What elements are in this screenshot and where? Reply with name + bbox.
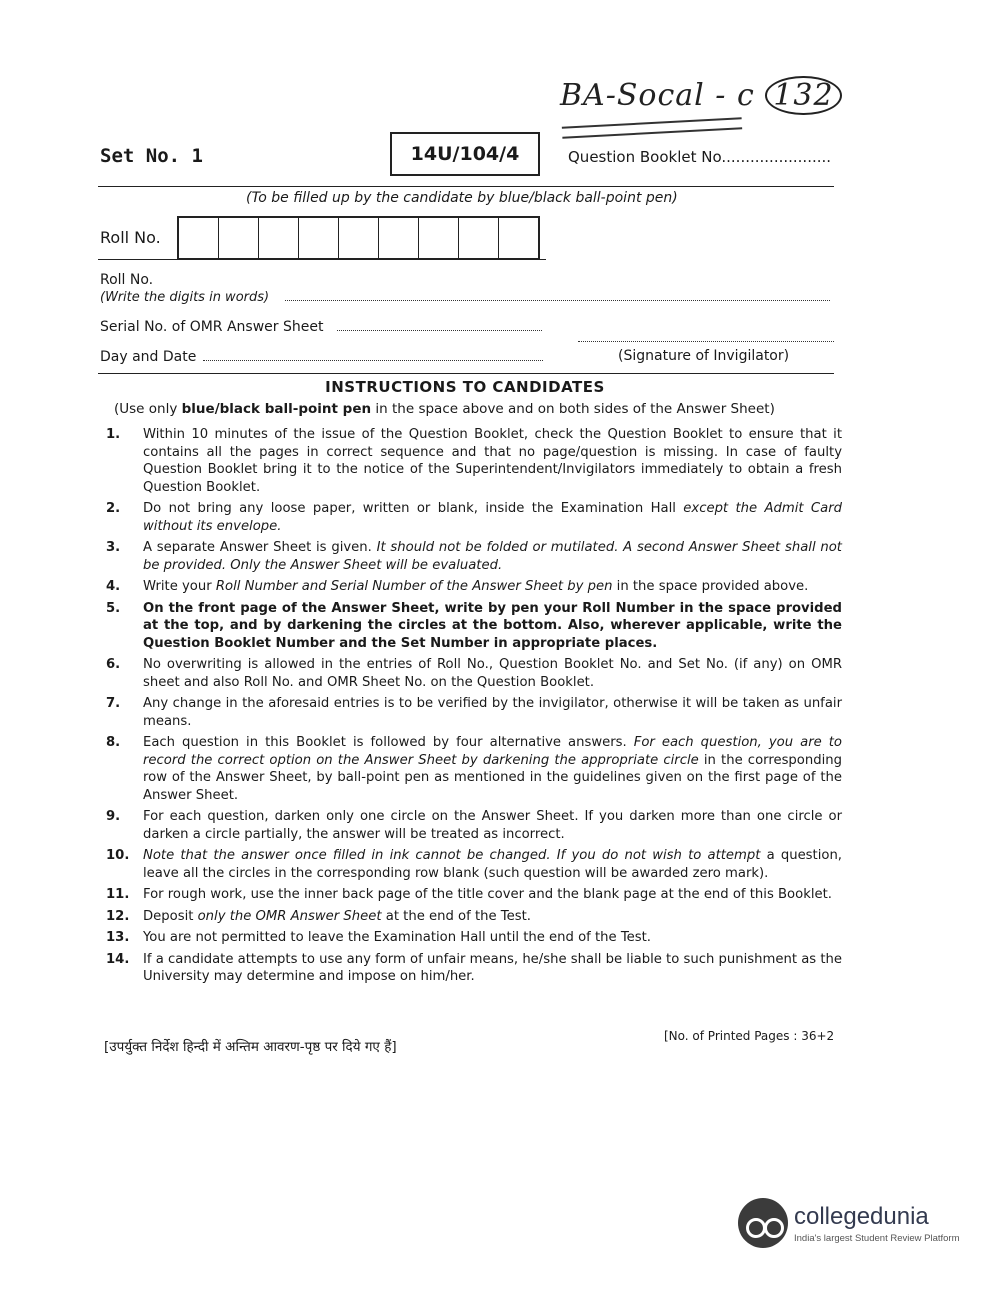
item-text: [143, 600, 842, 653]
instruction-item: [106, 808, 842, 843]
item-text: [143, 847, 842, 882]
roll-no-cell[interactable]: [179, 218, 219, 258]
item-text: [143, 426, 842, 496]
italic-text: only the OMR Answer Sheet: [197, 908, 382, 924]
text: a question, leave all the circles in the corresponding row blank (such question will be awarded zero mark).: [143, 848, 843, 881]
text: No overwriting is allowed in the entries of Roll No., Question Booklet No. and Set No. (if any) on OMR sheet and also Roll No. and OMR Sheet No. on the Question Booklet.: [143, 657, 842, 690]
item-number: 5.: [106, 600, 121, 616]
item-number: 14.: [106, 951, 130, 967]
divider: [98, 186, 834, 187]
text: If a candidate attempts to use any form of unfair means, he/she shall be liable to such punishment as the University may determine and impose on him/her.: [143, 951, 842, 984]
question-booklet-number: Question Booklet No.......................: [568, 148, 832, 166]
italic-text: Roll Number and Serial Number of the Answer Sheet by pen: [215, 579, 613, 594]
instruction-item: [106, 600, 842, 653]
note-text: in the space above and on both sides of the Answer Sheet): [371, 401, 775, 417]
instruction-item: [106, 426, 842, 496]
hindi-note: [उपर्युक्त निर्देश हिन्दी में अन्तिम आवरण-पृष्ठ पर दिये गए हैं]: [104, 1039, 397, 1055]
roll-no-cell[interactable]: [459, 218, 499, 258]
item-number: 11.: [106, 887, 130, 902]
instruction-item: [106, 734, 842, 804]
instruction-list: [106, 426, 842, 990]
italic-text: It should not be folded or mutilated. A second Answer Sheet shall not be provided. Only the Answer Sheet will be evaluated.: [143, 540, 842, 573]
serial-omr-label: Serial No. of OMR Answer Sheet: [100, 319, 324, 335]
text: For rough work, use the inner back page of the title cover and the blank page at the end of this Booklet.: [143, 887, 832, 902]
serial-omr-field[interactable]: [337, 330, 542, 331]
brand-name: collegedunia: [794, 1202, 929, 1230]
item-text: [143, 656, 842, 691]
note-bold: blue/black ball-point pen: [181, 401, 372, 417]
text: Any change in the aforesaid entries is to be verified by the invigilator, otherwise it will be taken as unfair means.: [143, 696, 842, 729]
item-number: 4.: [106, 579, 121, 594]
item-number: 12.: [106, 908, 130, 924]
item-text: [143, 734, 842, 804]
signature-label: (Signature of Invigilator): [618, 348, 790, 364]
italic-text: except the Admit Card without its envelope.: [143, 501, 843, 534]
text: in the space provided above.: [612, 579, 809, 594]
instructions-title: INSTRUCTIONS TO CANDIDATES: [325, 378, 605, 396]
text: Write your: [143, 579, 216, 594]
text: You are not permitted to leave the Examination Hall until the end of the Test.: [143, 930, 651, 945]
instruction-item: [106, 500, 842, 535]
italic-text: Note that the answer once filled in ink cannot be changed. If you do not wish to attempt: [143, 848, 761, 863]
roll-no-words-hint: (Write the digits in words): [100, 290, 270, 305]
text: For each question, darken only one circle on the Answer Sheet. If you darken more than one circle or darken a circle partially, the answer will be treated as incorrect.: [143, 809, 842, 842]
item-number: 7.: [106, 696, 121, 711]
item-text: [143, 808, 842, 843]
instruction-item: [106, 695, 842, 730]
text: in the corresponding row of the Answer Sheet, by ball-point pen as mentioned in the guidelines given on the first page of the Answer Sheet.: [143, 752, 842, 803]
instruction-item: [106, 539, 842, 574]
item-number: 6.: [106, 657, 121, 672]
paper-code-box: 14U/104/4: [390, 132, 540, 176]
roll-no-cell[interactable]: [339, 218, 379, 258]
item-text: [143, 886, 842, 904]
handwritten-circled-number: 132: [765, 76, 841, 115]
item-text: [143, 578, 842, 596]
item-number: 10.: [106, 848, 130, 863]
instruction-item: [106, 847, 842, 882]
bold-text: On the front page of the Answer Sheet, write by pen your Roll Number in the space provided at the top, and by darkening the circles at the bottom. Also, wherever applicable, write the Question Booklet Number and the Set Number in appropriate places.: [143, 600, 842, 651]
set-number: Set No. 1: [100, 145, 203, 167]
roll-no-cell[interactable]: [379, 218, 419, 258]
instructions-note: [114, 401, 775, 417]
roll-no-label: Roll No.: [100, 228, 161, 247]
item-number: 9.: [106, 809, 121, 824]
roll-no-cell[interactable]: [499, 218, 538, 258]
text: A separate Answer Sheet is given.: [143, 540, 377, 555]
roll-no-words-field[interactable]: [285, 300, 830, 301]
text: Deposit: [143, 908, 198, 924]
handwritten-underline: [562, 117, 742, 138]
collegedunia-watermark: [738, 1198, 960, 1248]
instruction-item: [106, 656, 842, 691]
item-number: 1.: [106, 427, 121, 442]
text: Within 10 minutes of the issue of the Question Booklet, check the Question Booklet to ensure that it contains all the pages in correct sequence and that no page/question is missing. In case of faulty Question Booklet bring it to the notice of the Superintendent/Invigilators immediately to obtain a fresh Question Booklet.: [143, 427, 842, 495]
signature-field[interactable]: [578, 341, 834, 342]
printed-pages-count: [No. of Printed Pages : 36+2: [664, 1029, 835, 1043]
brand-block: [794, 1203, 960, 1244]
mascot-icon: [738, 1198, 788, 1248]
text: at the end of the Test.: [381, 908, 531, 924]
instruction-item: [106, 929, 842, 947]
instruction-item: [106, 908, 842, 926]
instruction-item: [106, 951, 842, 986]
italic-text: For each question, you are to record the correct option on the Answer Sheet by darkening the appropriate circle: [143, 735, 842, 768]
item-number: 13.: [106, 930, 130, 945]
item-text: [143, 695, 842, 730]
item-text: [143, 929, 842, 947]
divider: [98, 373, 834, 374]
note-text: (Use only: [114, 401, 182, 417]
item-text: [143, 500, 842, 535]
divider: [98, 259, 546, 260]
text: Each question in this Booklet is followed by four alternative answers.: [143, 735, 634, 750]
instruction-item: [106, 578, 842, 596]
roll-no-words-label: Roll No.: [100, 272, 154, 288]
item-text: [143, 908, 842, 926]
roll-no-cell[interactable]: [219, 218, 259, 258]
day-date-field[interactable]: [203, 360, 543, 361]
roll-no-cell[interactable]: [419, 218, 459, 258]
fill-instruction: (To be filled up by the candidate by blue/black ball-point pen): [246, 190, 678, 206]
brand-tagline: India's largest Student Review Platform: [794, 1232, 960, 1244]
day-date-label: Day and Date: [100, 349, 197, 365]
roll-no-cell[interactable]: [299, 218, 339, 258]
text: Do not bring any loose paper, written or blank, inside the Examination Hall: [143, 501, 684, 516]
item-text: [143, 539, 842, 574]
handwritten-note: [560, 78, 842, 113]
item-text: [143, 951, 842, 986]
item-number: 8.: [106, 735, 121, 750]
item-number: 3.: [106, 540, 121, 555]
handwritten-note-text: BA-Socal - c: [560, 78, 755, 113]
instruction-item: [106, 886, 842, 904]
item-number: 2.: [106, 501, 121, 516]
roll-no-grid[interactable]: [177, 216, 540, 260]
roll-no-cell[interactable]: [259, 218, 299, 258]
